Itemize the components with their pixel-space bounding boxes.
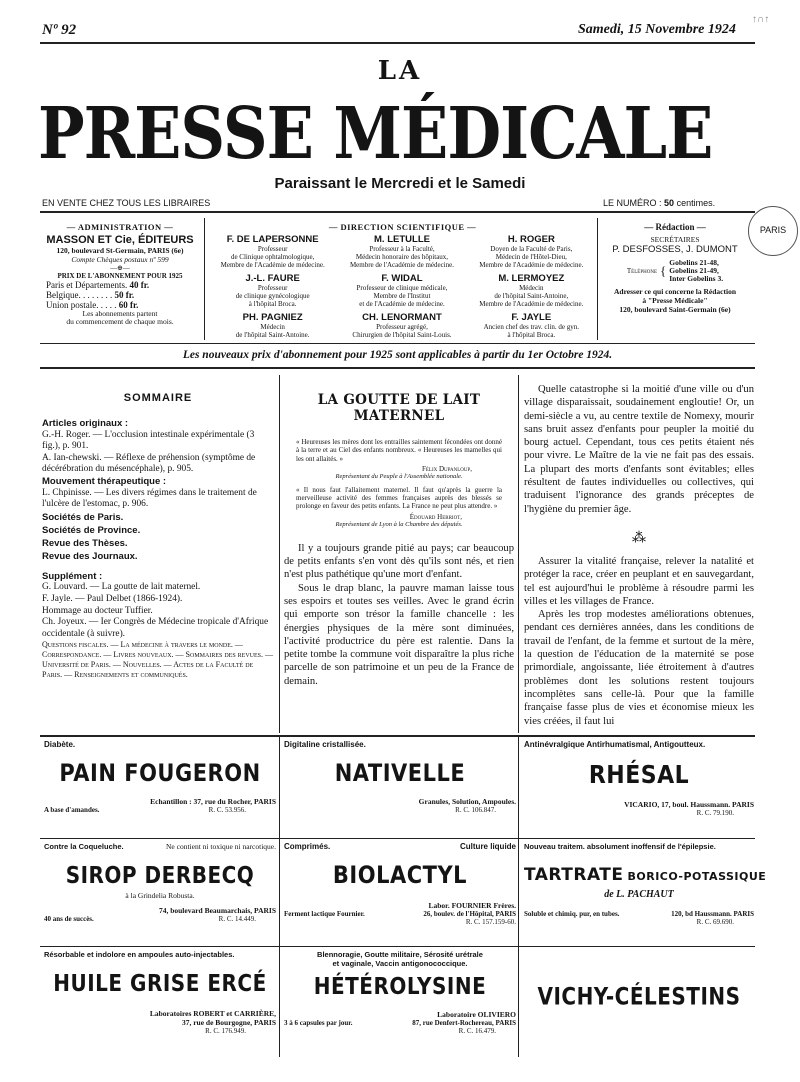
rate-value: 40 fr. [129,280,150,290]
director-name: CH. LENORMANT [362,312,442,323]
director-title: Médecin [519,284,544,292]
issue-price [603,198,715,208]
director-title: Membre de l'Académie de médecine. [479,300,584,308]
director-card [208,312,337,339]
director-name: F. DE LAPERSONNE [226,234,319,245]
ads-divider-2 [518,737,519,1057]
article-paragraph: Assurer la vitalité française, relever la natalité et protéger la race, créer en peuplant et en sauvegardant, tel est aujourd'hui le problème à résoudre parmi les villes et les villages de France. [524,555,754,607]
ads-rule-mid-2 [40,946,755,947]
director-title: Professeur à la Faculté, [369,245,435,253]
ad-rhesal [524,740,754,836]
phone-label: Téléphone [626,267,658,275]
rate-label: Union postale. . . . . [46,300,117,310]
section-entry: Revue des Thèses. [42,537,128,549]
secretaries-names: P. DESFOSSES, J. DUMONT [612,244,738,255]
publisher-name: MASSON ET Cie, ÉDITEURS [46,234,194,246]
admin-divider [204,218,205,340]
ad-brand: PAIN FOUGERON [59,759,261,787]
rate-value: 60 fr. [118,300,139,310]
masthead-subtitle: Paraissant le Mercredi et le Samedi [274,175,526,192]
brace-icon: { [660,263,667,278]
phone-block [600,259,750,283]
phone-number: Gobelins 21-48, [669,258,719,267]
redaction-address-1: Adresser ce qui concerne la Rédaction [614,287,736,296]
section-entry: Sociétés de Province. [42,524,141,536]
ad-address: 120, bd Haussmann. PARIS [671,910,754,918]
ad-note: A base d'amandes. [44,806,100,814]
originaux-heading: Articles originaux : [42,418,129,429]
ad-note: Ferment lactique Fournier. [284,910,365,918]
ad-tagline-2: et vaginale, Vaccin antigonococcique. [332,959,468,968]
therap-heading: Mouvement thérapeutique : [42,475,167,487]
director-card [337,312,466,339]
ad-tagline: Résorbable et indolore en ampoules auto-injectables. [44,950,235,959]
article-column-2 [524,383,754,728]
ad-address: 74, boulevard Beaumarchais, PARIS [158,906,276,915]
subscription-notice: Les nouveaux prix d'abonnement pour 1925 sont applicables à partir du 1er Octobre 1924. [182,349,613,361]
epigraph-2-role: Représentant de Lyon à la Chambre des députés. [335,520,463,528]
ad-note: 40 ans de succès. [44,915,94,923]
director-card [467,234,596,269]
redaction-block [600,222,750,314]
ad-tagline-2: Ne contient ni toxique ni narcotique. [166,842,276,851]
ads-rule-mid-1 [40,838,755,839]
director-card [467,312,596,339]
supplement-entry: G. Louvard. — La goutte de lait maternel. [42,582,201,593]
ad-tartrate [524,842,767,944]
ad-sirop-derbecq [44,842,276,944]
director-card [337,273,466,308]
masthead-title-text: PRESSE MÉDICALE [38,91,713,168]
ad-tagline: Digitaline cristallisée. [284,740,366,749]
ad-rc: R. C. 157.159-60. [465,918,516,926]
article-title: LA GOUTTE DE LAIT MATERNEL [317,392,481,424]
director-title: de Clinique ophtalmologique, [230,253,315,261]
ad-lab: Labor. FOURNIER Frères. [428,901,516,910]
ad-tagline-2: Culture liquide [460,842,516,851]
redaction-heading: — Rédaction — [644,222,706,232]
ad-rc: R. C. 106.847. [455,806,496,814]
ad-brand: RHÉSAL [588,761,690,790]
rate-label: Belgique. . . . . . . . [46,290,113,300]
price-value: 50 [664,198,675,208]
ad-brand: BIOLACTYL [332,861,468,889]
price-label: LE NUMÉRO : [603,198,662,208]
rate-row [46,290,200,300]
ad-address: 26, boulev. de l'Hôpital, PARIS [423,910,516,918]
notice-rule-bottom [40,367,755,369]
ad-biolactyl [284,842,516,944]
supplement-entry: F. Jayle. — Paul Delbet (1866-1924). [42,593,183,604]
issue-date: Samedi, 15 Novembre 1924 [578,22,736,37]
ad-address: VICARIO, 17, boul. Haussmann. PARIS [624,800,754,809]
epigraph-2: « Il nous faut l'allaitement maternel. Il faut qu'après la guerre la merveilleuse activité des femmes françaises auprès des blessés se prolonge en faveur des petits enfants. La France ne peut plus attendre. » [296,485,502,511]
article-paragraph: Après les trop modestes améliorations obtenues, pendant ces dernières années, dans les conditions de travail de l'enfant, de la femme et surtout de la mère, la question de l'éducation de la maternité se pose primordiale, angoissante, liée étroitement à d'autres problèmes dont les solutions restent toujours incomplètes sans celle-là. Pour que la famille française fasse plus de vies et économise mieux les vies créées, il faut lui [524,609,754,727]
ad-subtitle: de L. PACHAUT [604,889,674,900]
ad-lab: Laboratoires ROBERT et CARRIÈRE, [149,1009,276,1018]
section-entry: Revue des Journaux. [42,550,138,562]
ad-note: 3 à 6 capsules par jour. [284,1019,353,1027]
director-card [337,234,466,269]
ads-divider-1 [279,737,280,1057]
director-title: Doyen de la Faculté de Paris, [490,245,573,253]
director-title: de l'hôpital Saint-Antoine, [494,292,569,300]
epigraph-1-author: Félix Dupanloup, [421,464,472,473]
director-title: Membre de l'Académie de médecine. [220,261,325,269]
director-title: à l'hôpital Broca. [248,300,297,308]
director-name: M. LERMOYEZ [498,273,565,284]
section-entry: Sociétés de Paris. [42,511,124,523]
ad-brand-row [524,865,767,885]
ad-brand: HÉTÉROLYSINE [313,972,487,1000]
ad-rc: R. C. 53.956. [208,806,246,814]
handwritten-mark: ↑∩↑ [752,14,770,25]
supplement-entry: Hommage au docteur Tuffier. [42,605,153,616]
director-title: de clinique gynécologique [235,292,310,300]
column-divider-1 [279,375,280,733]
ad-subtitle: à la Grindelia Robusta. [125,891,195,900]
director-title: Professeur de clinique médicale, [356,284,448,292]
supplement-heading: Supplément : [42,570,103,582]
article-paragraph: Quelle catastrophe si la moitié d'une ville ou d'un village disparaissait, soudainement engloutie! Or, un demi-siècle a vu, au centre textile de Nomexy, mourir sans bruit assez d'enfants pour peupler la moitié du bourg actuel. Cependant, tous ces petits étaient nés pour vivre. Le Maître de la vie ne fait pas des essais. La plupart des morts d'enfants sont évitables; elles résultent de fautes individuelles ou collectives, qui traduisent l'ignorance des grands préceptes de l'hygiène du premier âge. [524,384,754,515]
ad-brand: VICHY-CÉLESTINS [537,981,741,1011]
sommaire-entry: L. Chpinisse. — Les divers régimes dans le traitement de l'ulcère de l'estomac, p. 906. [42,487,257,510]
sommaire-heading: SOMMAIRE [123,392,193,404]
ad-heterolysine [284,950,516,1050]
ad-tagline: Nouveau traitem. absolument inoffensif de l'épilepsie. [524,842,716,851]
ad-tagline: Antinévralgique Antirhumatismal, Antigoutteux. [524,740,706,749]
epigraph-1-role: Représentant du Peuple à l'Assemblée nationale. [335,472,463,480]
ad-note: Soluble et chimiq. pur, en tubes. [524,910,620,918]
title-la: LA [377,56,423,86]
ad-rc: R. C. 69.690. [696,918,734,926]
director-title: Membre de l'Institut [373,292,431,300]
director-title: de l'hôpital Saint-Antoine. [235,331,310,339]
ad-tagline: Blennoragie, Goutte militaire, Sérosité urétrale [317,950,483,959]
direction-heading: — DIRECTION SCIENTIFIQUE — [328,222,477,232]
article-column-1 [284,392,514,688]
ad-address: Granules, Solution, Ampoules. [418,797,516,806]
notice-rule-top [40,343,755,344]
ad-lab: Laboratoire OLIVIERO [437,1010,516,1019]
direction-grid [208,234,596,339]
ad-nativelle [284,740,516,836]
ads-rule-top [40,735,755,737]
rate-row [46,280,200,290]
ad-address: 87, rue Denfert-Rochereau, PARIS [412,1019,516,1027]
ad-brand: NATIVELLE [334,759,466,787]
ad-brand: TARTRATE [524,865,624,885]
top-rule [40,42,755,44]
column-divider-2 [518,375,519,733]
director-name: H. ROGER [507,234,555,245]
director-title: Médecin de l'Hôtel-Dieu, [495,253,567,261]
sommaire [42,392,274,680]
ad-address: 37, rue de Bourgogne, PARIS [181,1018,276,1027]
admin-heading: — ADMINISTRATION — [66,222,174,232]
sommaire-entry: G.-H. Roger. — L'occlusion intestinale expérimentale (3 fig.), p. 901. [42,429,255,452]
ad-brand: HUILE GRISE ERCÉ [53,969,267,997]
rate-label: Paris et Départements. [46,280,128,290]
director-title: à l'hôpital Broca. [507,331,556,339]
director-name: J.-L. FAURE [245,273,300,284]
director-name: PH. PAGNIEZ [242,312,303,323]
library-stamp [748,206,798,256]
supplement-entry: Ch. Joyeux. — Ier Congrès de Médecine tropicale d'Afrique occidentale (à suivre). [42,617,269,639]
director-title: Membre de l'Académie de médecine. [349,261,455,269]
subscription-note-1: Les abonnements partent [82,309,158,318]
issue-number: Nº 92 [42,22,77,38]
director-name: M. LETULLE [374,234,430,245]
phone-number: Gobelins 21-49, [669,266,719,275]
director-title: et de l'Académie de médecine. [359,300,445,308]
ad-pain-fougeron [44,740,276,836]
ad-brand-2: BORICO-POTASSIQUE [627,870,767,883]
asterism: ⁂ [632,530,646,546]
ad-rc: R. C. 14.449. [218,915,256,923]
ad-address: Echantillon : 37, rue du Rocher, PARIS [150,797,276,806]
price-heading: PRIX DE L'ABONNEMENT POUR 1925 [57,272,183,280]
epigraph-2-author: Édouard Herriot, [409,512,462,521]
article-paragraph: Sous le drap blanc, la pauvre maman laisse tous ses espoirs et toutes ses veilles. Avec le grand écrin qui emporte son trésor la famille chancelle : les énergies physiques de la mère sont diminuées, l'activité productrice du père est ralentie. Dans la petite tombe la commune voit disparaître la plus riche parcelle de son patrimoine et un peu de la France de demain. [284,582,514,687]
director-name: F. WIDAL [381,273,423,284]
stamp-text: PARIS [759,225,787,235]
redaction-address-3: 120, boulevard Saint-Germain (6e) [619,305,731,314]
phone-number: Inter Gobelins 3. [669,274,724,283]
supplement-entry: Questions fiscales. — La médecine à travers le monde. — Correspondance. — Livres nouveaux. — Sommaires des revues. — Université de Paris. — Nouvelles. — Actes de la Faculté de Paris. — Renseignements et communiqués. [42,640,274,680]
postal-account: Compte Chèques postaux nº 599 [71,255,169,264]
director-title: Médecin honoraire des hôpitaux, [355,253,449,261]
director-card [208,273,337,308]
ad-rc: R. C. 176.949. [205,1027,246,1035]
director-card [208,234,337,269]
ad-tagline: Comprimés. [284,842,331,851]
director-title: Chirurgien de l'hôpital Saint-Louis. [352,331,452,339]
ad-rc: R. C. 79.190. [696,809,734,817]
director-title: Médecin [260,323,285,331]
publisher-address: 120, boulevard St-Germain, PARIS (6e) [56,246,184,255]
redaction-divider [597,218,598,340]
epigraph-1: « Heureuses les mères dont les entrailles saintement fécondées ont donné à la terre et au Ciel des enfants nombreux. « Heureuses les mamelles qui les ont allaités. » [296,438,502,463]
sommaire-entry: A. Ian-chewski. — Réflexe de préhension (symptôme de décérébration du mésencéphale), p. 905. [42,452,256,475]
article-paragraph: Il y a toujours grande pitié au pays; car beaucoup de petits enfants s'en vont dès qu'ils sont nés, et rien n'est plus pathétique qu'une mort d'enfant. [284,542,514,581]
masthead-title [38,88,763,168]
director-card [467,273,596,308]
director-name: F. JAYLE [511,312,552,323]
director-title: Membre de l'Académie de médecine. [479,261,584,269]
ad-rc: R. C. 16.479. [458,1027,496,1035]
price-unit: centimes. [676,198,716,208]
sale-note: EN VENTE CHEZ TOUS LES LIBRAIRES [42,198,211,208]
director-title: Professeur [257,284,288,292]
administration-block [40,222,200,326]
director-title: Professeur [257,245,288,253]
subscription-note-2: du commencement de chaque mois. [66,317,174,326]
ad-tagline: Diabète. [44,740,76,749]
ad-vichy-celestins [524,950,754,1050]
secretaries-label: SECRÉTAIRES [650,235,700,244]
director-title: Professeur agrégé, [376,323,428,331]
header-rule [40,211,755,213]
redaction-address-2: à "Presse Médicale" [642,296,708,305]
rate-value: 50 fr. [114,290,135,300]
ad-tagline: Contre la Coqueluche. [44,842,124,851]
director-title: Ancien chef des trav. clin. de gyn. [483,323,579,331]
ad-huile-grise [44,950,276,1050]
admin-separator: —⊕— [110,264,130,272]
ad-brand: SIROP DERBECQ [65,861,255,889]
